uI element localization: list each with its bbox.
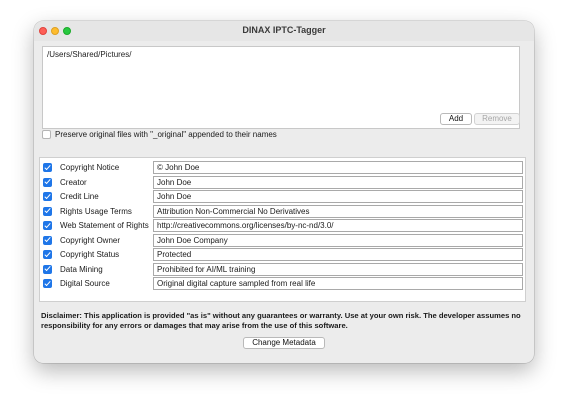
field-label: Rights Usage Terms (60, 206, 132, 216)
field-row-copyright-notice (40, 161, 525, 174)
field-label: Credit Line (60, 192, 99, 201)
field-label: Digital Source (60, 279, 110, 288)
field-checkbox[interactable] (43, 265, 52, 274)
field-row-copyright-owner (40, 234, 525, 247)
metadata-fields-panel (39, 157, 526, 302)
field-value-input[interactable]: Attribution Non-Commercial No Derivatives (153, 205, 523, 218)
remove-button[interactable]: Remove (474, 113, 520, 125)
field-value-input[interactable]: Original digital capture sampled from real life (153, 277, 523, 290)
field-checkbox[interactable] (43, 250, 52, 259)
field-checkbox[interactable] (43, 163, 52, 172)
field-value-input[interactable]: http://creativecommons.org/licenses/by-nc-nd/3.0/ (153, 219, 523, 232)
field-row-data-mining (40, 263, 525, 276)
app-window (34, 21, 534, 363)
field-checkbox[interactable] (43, 178, 52, 187)
field-label: Copyright Notice (60, 163, 120, 172)
field-row-rights-usage-terms (40, 205, 525, 218)
field-row-creator (40, 176, 525, 189)
field-value-input[interactable]: John Doe Company (153, 234, 523, 247)
field-checkbox[interactable] (43, 236, 52, 245)
field-label: Creator (60, 177, 87, 187)
disclaimer-text: Disclaimer: This application is provided "as is" without any guarantees or warranty. Use at your own risk. The developer assumes no responsibility for any errors or damages that may arise from the use of this software. (41, 311, 521, 330)
field-label: Web Statement of Rights (60, 221, 149, 230)
path-list-item[interactable]: /Users/Shared/Pictures/ (47, 50, 132, 59)
field-value-input[interactable]: © John Doe (153, 161, 523, 174)
field-row-copyright-status (40, 248, 525, 261)
change-metadata-button[interactable]: Change Metadata (243, 337, 325, 349)
window-title: DINAX IPTC-Tagger (242, 25, 326, 35)
field-value-input[interactable]: John Doe (153, 190, 523, 203)
field-checkbox[interactable] (43, 221, 52, 230)
field-label: Copyright Status (60, 250, 120, 259)
preserve-originals-checkbox[interactable] (42, 130, 51, 139)
field-value-input[interactable]: John Doe (153, 176, 523, 189)
field-label: Data Mining (60, 264, 103, 274)
field-value-input[interactable]: Prohibited for AI/ML training (153, 263, 523, 276)
preserve-originals-label: Preserve original files with "_original" appended to their names (55, 130, 277, 139)
field-label: Copyright Owner (60, 235, 121, 245)
field-checkbox[interactable] (43, 279, 52, 288)
field-row-digital-source (40, 277, 525, 290)
field-row-web-statement (40, 219, 525, 232)
field-checkbox[interactable] (43, 192, 52, 201)
field-checkbox[interactable] (43, 207, 52, 216)
field-row-credit-line (40, 190, 525, 203)
add-button[interactable]: Add (440, 113, 472, 125)
field-value-input[interactable]: Protected (153, 248, 523, 261)
title-bar[interactable] (34, 21, 534, 41)
